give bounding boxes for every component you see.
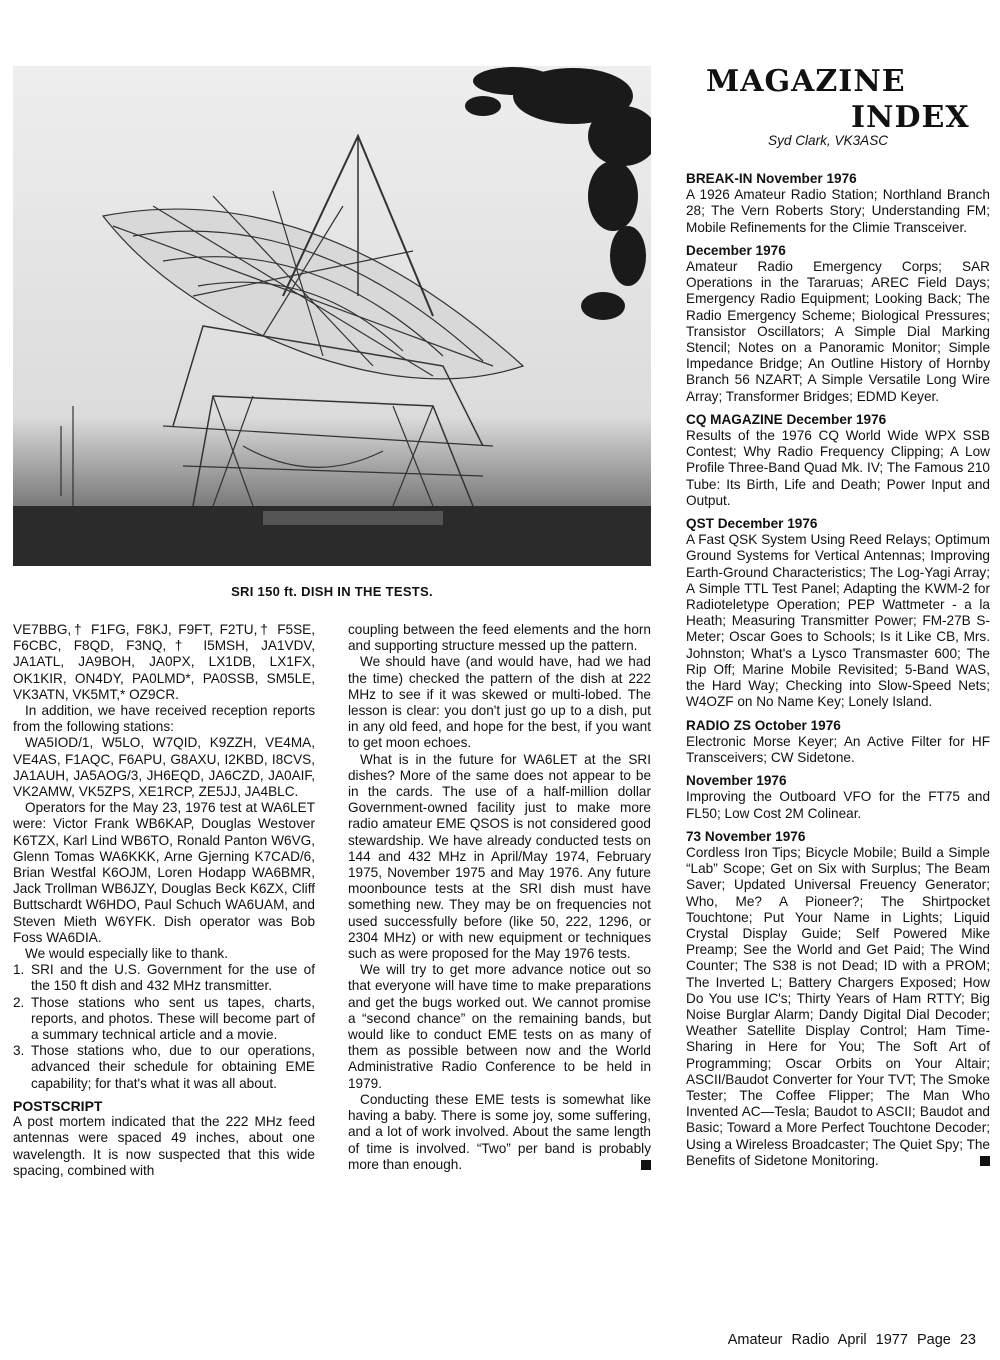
section-title: RADIO ZS October 1976 bbox=[686, 717, 841, 733]
list-number: 1. bbox=[13, 962, 25, 978]
page-footer: Amateur Radio April 1977 Page 23 bbox=[727, 1332, 976, 1348]
section-text: Results of the 1976 CQ World Wide WPX SSB Contest; Why Radio Frequency Clipping; A Low Profile Three-Band Quad Mk. IV; The Famous 210 Tube: Its Birth, Life and Death; Power Input and Output. bbox=[686, 428, 990, 508]
index-title-line1: MAGAZINE bbox=[706, 64, 906, 99]
paragraph: We will try to get more advance notice out so that everyone will have time to make preparations and get the bugs worked out. We cannot promise a “second chance” on the remaining bands, but would like to conduct EME tests on as many of them as possible between now and the World Administrative Radio Conference to be held in 1979. bbox=[348, 962, 651, 1091]
list-text: Those stations who sent us tapes, charts, reports, and photos. These will become part of a summary technical article and a movie. bbox=[31, 994, 315, 1043]
section-title: December 1976 bbox=[686, 242, 786, 258]
section-text: A 1926 Amateur Radio Station; Northland Branch 28; The Vern Roberts Story; Understanding FM; Mobile Refinements for the Climie Transceiver. bbox=[686, 187, 990, 235]
list-item bbox=[13, 1043, 315, 1092]
dish-structure bbox=[61, 136, 523, 506]
building bbox=[263, 511, 443, 525]
section-text: Electronic Morse Keyer; An Active Filter for HF Transceivers; CW Sidetone. bbox=[686, 733, 990, 765]
paragraph: We would especially like to thank. bbox=[25, 946, 229, 962]
paragraph: Operators for the May 23, 1976 test at WA6LET were: Victor Frank WB6KAP, Douglas Westover K6TZX, Karl Lind WB6TO, Ronald Panton W6VG, Glenn Tomas WA6KKK, Arne Gjerning K7CAD/6, Brian Westfal K6OJM, Loren Hodapp WA6BMR, Jack Trollman WB6JZY, Douglas Beck K6ZX, Cliff Buttschardt W6HDO, Paul Schuch WA6UAM, and Steven Mieth W6YFK. Dish operator was Bob Foss WA6DIA. bbox=[13, 800, 315, 945]
list-item bbox=[13, 995, 315, 1044]
section-text: Improving the Outboard VFO for the FT75 and FL50; Low Cost 2M Colinear. bbox=[686, 789, 990, 821]
dish-photo bbox=[13, 66, 651, 566]
paragraph: coupling between the feed elements and the horn and supporting structure messed up the pattern. bbox=[348, 622, 651, 654]
paragraph: In addition, we have received reception reports from the following stations: bbox=[13, 703, 315, 735]
paragraph bbox=[348, 1092, 651, 1173]
byline: Syd Clark, VK3ASC bbox=[768, 133, 889, 148]
section-title: BREAK-IN November 1976 bbox=[686, 171, 857, 186]
index-title-line2: INDEX bbox=[851, 100, 970, 135]
article-column-2 bbox=[348, 622, 651, 1173]
end-mark-icon bbox=[980, 1156, 990, 1166]
photo-caption: SRI 150 ft. DISH IN THE TESTS. bbox=[231, 584, 433, 599]
postscript-heading: POSTSCRIPT bbox=[13, 1097, 103, 1114]
list-text: Those stations who, due to our operations, advanced their schedule for obtaining EME capability; for that's what it was all about. bbox=[31, 1043, 315, 1091]
section-text-content: Cordless Iron Tips; Bicycle Mobile; Build a Simple “Lab” Scope; Get on Six with Surplus; The Beam Saver; Updated Universal Freuency Generator; Who, Me? A Pioneer?; The Shirtpocket Touchtone; Put Your Name in Lights; Liquid Crystal Display Guide; Self Powered Mike Preamp; See the World and Get Paid; The Wind Counter; The S38 is not Dead; ID with a PROM; The Inverted L; Battery Chargers Exposed; How Do You use IC's; Thirty Years of Ham RTTY; Big Noise Burglar Alarm; Dandy Digital Dial Decoder; Weather Satellite Display Control; Ham Time-Sharing in Here for You; The Soft Art of Programming; Oscar Orbits on Your Altair; ASCII/Baudot Converter for Your TVT; The Smoke Tester; The Coffee Flipper; The Man Who Invented AC—Tesla; Baudot to ASCII; Baudot and Basic; Toward a More Perfect Touchtone Decoder; Using a Wireless Broadcaster; The Quiet Spy; The Benefits of Sidetone Monitoring. bbox=[686, 844, 990, 1168]
section-text bbox=[686, 845, 990, 1169]
section-title: 73 November 1976 bbox=[686, 828, 806, 844]
paragraph-text: Conducting these EME tests is somewhat like having a baby. There is some joy, some suffering, and a lot of work involved. About the same length of time is involved. “Two” per band is probably more than enough. bbox=[348, 1091, 651, 1172]
paragraph: We should have (and would have, had we had the time) checked the pattern of the dish at 222 MHz to see if it was skewed or multi-lobed. The lesson is clear: you don't just go up to a dish, put in any old feed, and hope for the best, if you want to get moon echoes. bbox=[348, 654, 651, 751]
section-title: CQ MAGAZINE December 1976 bbox=[686, 411, 887, 427]
section-text: A Fast QSK System Using Reed Relays; Optimum Ground Systems for Vertical Antennas; Improving Earth-Ground Characteristics; The Log-Yagi Array; A Simple TTL Test Panel; Adapting the KWM-2 for Radioteletype Operation; PEP Wattmeter - a la Heath; Measuring Transmitter Power; FM-27B S-Meter; Oscar Goes to Schools; Is it Like CB, Mrs. Johnston; What's a Lysco Transmaster 600; The Rip Off; Marine Mobile Revisited; 5-Band WAS, the Hard Way; Checking into Slow-Speed Nets; W4OZF on No Name Key; Lonely Island. bbox=[686, 532, 990, 710]
list-item bbox=[13, 962, 315, 994]
list-number: 3. bbox=[13, 1043, 25, 1059]
section-title: November 1976 bbox=[686, 773, 787, 789]
list-text: SRI and the U.S. Government for the use of the 150 ft dish and 432 MHz transmitter. bbox=[31, 962, 315, 994]
section-title: QST December 1976 bbox=[686, 516, 818, 532]
paragraph: A post mortem indicated that the 222 MHz feed antennas were spaced 49 inches, about one wavelength. It is now suspected that this wide spacing, combined with bbox=[13, 1114, 315, 1178]
list-number: 2. bbox=[13, 994, 25, 1010]
reception-list: WA5IOD/1, W5LO, W7QID, K9ZZH, VE4MA, VE4AS, F1AQC, F6APU, G8AXU, I2KBD, I8CVS, JA1AUH, JA5AOG/3, JH6EQD, JA6CZD, JA0AIF, VK2AMW, VK5ZPS, XE1RCP, ZE5JJ, JA4BLC. bbox=[13, 735, 315, 800]
end-mark-icon bbox=[641, 1160, 651, 1170]
index-column bbox=[686, 171, 990, 1169]
article-column-1 bbox=[13, 622, 315, 1179]
section-text: Amateur Radio Emergency Corps; SAR Operations in the Tararuas; AREC Field Days; Emergency Radio Equipment; Looking Back; The Radio Emergency Scheme; Biological Pressures; Transistor Oscillators; A Simple Dial Marking Stencil; Notes on a Panoramic Monitor; Simple Impedance Bridge; An Outline History of Hornby Branch 56 NZART; A Simple Versatile Long Wire Array; Transformer Bridges; EDMD Keyer. bbox=[686, 259, 990, 404]
paragraph: What is in the future for WA6LET at the SRI dishes? More of the same does not appear to be in the cards. The use of a half-million dollar Government-owned facility just to make more radio amateur EME QSOS is not considered good stewardship. We have already conducted tests on 144 and 432 MHz in April/May 1974, February 1975, November 1975 and May 1976. Any future moonbounce tests at the SRI dish must have something new. They may be on frequencies not used successfully before (like 50, 222, 1296, or 2304 MHz) or with new equipment or techniques such as were proposed for the May 1976 tests. bbox=[348, 751, 651, 962]
dish-illustration bbox=[13, 66, 651, 566]
callsign-list: VE7BBG,† F1FG, F8KJ, F9FT, F2TU,† F5SE, F6CBC, F8QD, F3NQ,† I5MSH, JA1VDV, JA1ATL, JA9BOH, JA0PX, LX1DB, LX1FX, OK1KIR, ON4DY, PA0LMD*, PA0SSB, SM5LE, VK3ATN, VK5MT,* OZ9CR. bbox=[13, 622, 315, 702]
tree-foliage bbox=[465, 67, 651, 320]
